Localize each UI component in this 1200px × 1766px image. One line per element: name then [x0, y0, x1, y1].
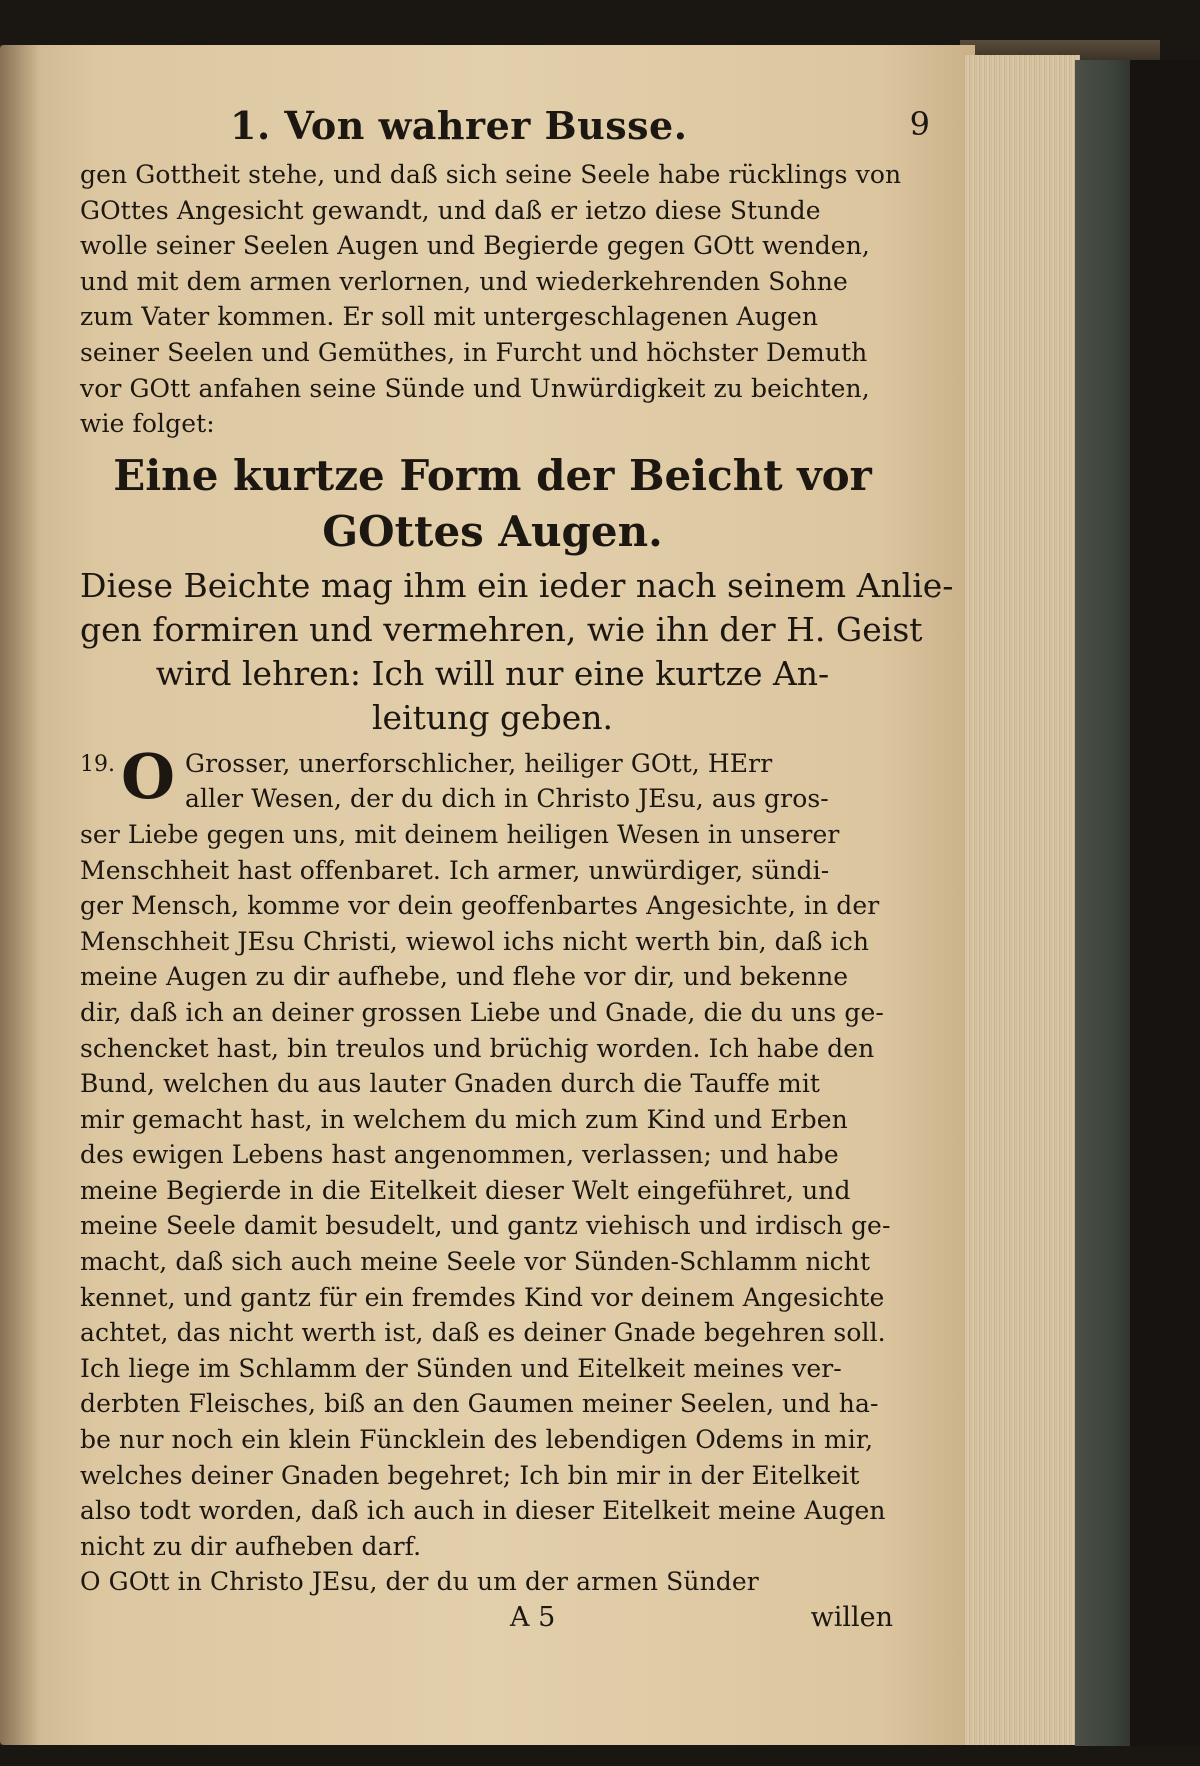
text-line: ser Liebe gegen uns, mit deinem heiligen Wesen in unserer: [80, 819, 840, 849]
text-line: ger Mensch, komme vor dein geoffenbartes Angesichte, in der: [80, 891, 880, 921]
text-line: achtet, das nicht werth ist, daß es deiner Gnade begehren soll.: [80, 1318, 886, 1348]
section-heading-line: GOttes Augen.: [322, 506, 663, 556]
text-line: des ewigen Lebens hast angenommen, verlassen; und habe: [80, 1140, 839, 1170]
subheading-line: Diese Beichte mag ihm ein ieder nach seinem Anlie-: [80, 565, 954, 605]
section-number: 19.: [80, 751, 115, 777]
book-cover-board: [1075, 60, 1135, 1746]
subheading-line: leitung geben.: [371, 697, 614, 737]
text-line: macht, daß sich auch meine Seele vor Sünden-Schlamm nicht: [80, 1247, 871, 1277]
drop-capital: O: [121, 745, 176, 813]
text-line: wolle seiner Seelen Augen und Begierde gegen GOtt wenden,: [80, 231, 870, 261]
text-line: Grosser, unerforschlicher, heiliger GOtt, HErr: [185, 748, 773, 778]
page-number: 9: [909, 105, 930, 143]
text-line: schencket hast, bin treulos und brüchig worden. Ich habe den: [80, 1033, 875, 1063]
text-line: wie folget:: [80, 409, 215, 439]
text-line: meine Begierde in die Eitelkeit dieser Welt eingeführet, und: [80, 1175, 851, 1205]
text-line: be nur noch ein klein Füncklein des lebendigen Odems in mir,: [80, 1425, 874, 1455]
text-line: meine Seele damit besudelt, und gantz viehisch und irdisch ge-: [80, 1211, 891, 1241]
text-line: gen Gottheit stehe, und daß sich seine Seele habe rücklings von: [80, 160, 902, 189]
text-line: GOttes Angesicht gewandt, und daß er ietzo diese Stunde: [80, 195, 821, 225]
page-text: [80, 95, 954, 1640]
text-line: Menschheit JEsu Christi, wiewol ichs nicht werth bin, daß ich: [80, 926, 870, 956]
background-edge: [1130, 60, 1200, 1746]
subheading-line: wird lehren: Ich will nur eine kurtze An-: [155, 653, 830, 693]
text-line: Ich liege im Schlamm der Sünden und Eitelkeit meines ver-: [80, 1353, 842, 1383]
text-line: vor GOtt anfahen seine Sünde und Unwürdigkeit zu beichten,: [80, 373, 870, 403]
subheading-line: gen formiren und vermehren, wie ihn der H. Geist: [80, 609, 923, 649]
running-header: [80, 95, 930, 157]
text-line: O GOtt in Christo JEsu, der du um der armen Sünder: [80, 1567, 759, 1597]
catchword: willen: [810, 1602, 893, 1633]
text-line: aller Wesen, der du dich in Christo JEsu, aus gros-: [185, 784, 829, 814]
text-line: nicht zu dir aufheben darf.: [80, 1531, 422, 1561]
text-line: kennet, und gantz für ein fremdes Kind vor deinem Angesichte: [80, 1282, 885, 1312]
text-line: Bund, welchen du aus lauter Gnaden durch die Tauffe mit: [80, 1069, 821, 1099]
text-line: und mit dem armen verlornen, und wiederkehrenden Sohne: [80, 266, 848, 296]
paragraph-intro: [80, 157, 905, 442]
signature-mark: A 5: [510, 1602, 556, 1633]
page-footer: [80, 1600, 905, 1640]
text-line: mir gemacht hast, in welchem du mich zum Kind und Erben: [80, 1104, 848, 1134]
page-edges: [965, 55, 1080, 1745]
text-line: dir, daß ich an deiner grossen Liebe und Gnade, die du uns ge-: [80, 997, 884, 1027]
chapter-title: 1. Von wahrer Busse.: [230, 103, 688, 148]
text-line: meine Augen zu dir aufhebe, und flehe vor dir, und bekenne: [80, 962, 849, 992]
prayer-section: [80, 746, 905, 1600]
gutter-shadow: [0, 45, 40, 1745]
text-line: welches deiner Gnaden begehret; Ich bin mir in der Eitelkeit: [80, 1460, 860, 1490]
text-line: derbten Fleisches, biß an den Gaumen meiner Seelen, und ha-: [80, 1389, 879, 1419]
text-line: seiner Seelen und Gemüthes, in Furcht und höchster Demuth: [80, 337, 868, 367]
section-heading-line: Eine kurtze Form der Beicht vor: [113, 450, 872, 500]
text-line: Menschheit hast offenbaret. Ich armer, unwürdiger, sündi-: [80, 855, 830, 885]
text-line: zum Vater kommen. Er soll mit untergeschlagenen Augen: [80, 302, 819, 332]
text-line: also todt worden, daß ich auch in dieser Eitelkeit meine Augen: [80, 1496, 886, 1526]
